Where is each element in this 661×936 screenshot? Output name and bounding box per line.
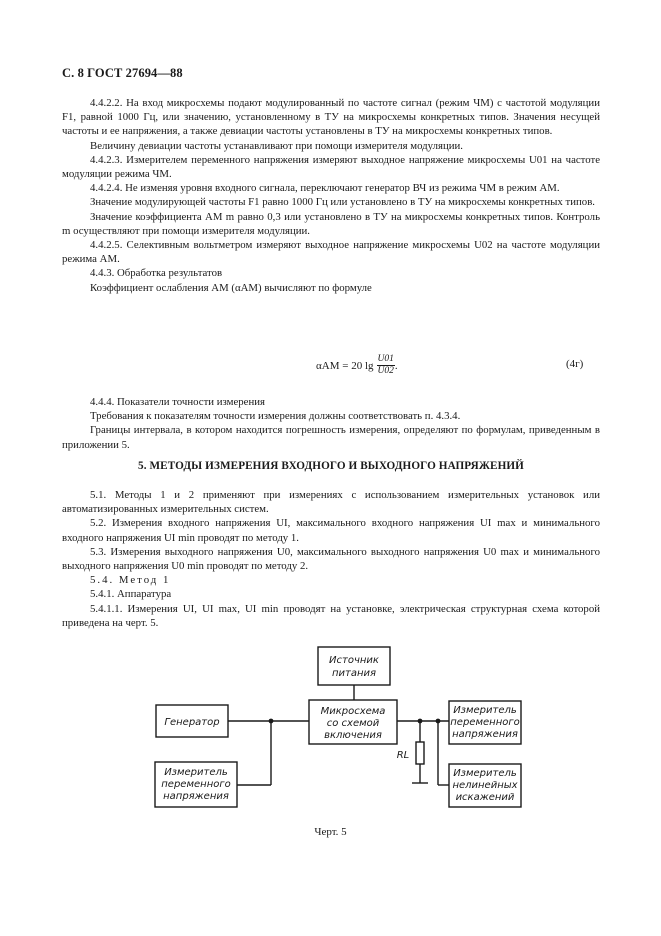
paragraph: Границы интервала, в котором находится погрешность измерения, определяют по формулам, приведенным в приложении 5. bbox=[62, 424, 600, 451]
figure-caption: Черт. 5 bbox=[314, 826, 347, 838]
equation-number: (4г) bbox=[566, 358, 584, 370]
meter-in-label: напряжения bbox=[163, 791, 229, 802]
paragraph: Величину девиации частоты устанавливают при помощи измерителя модуляции. bbox=[90, 139, 463, 152]
power-source-label: питания bbox=[331, 668, 377, 679]
load-resistor bbox=[416, 742, 424, 764]
power-source-label: Источник bbox=[329, 655, 379, 666]
formula-denominator: U02 bbox=[377, 366, 394, 376]
load-label: RL bbox=[396, 750, 410, 761]
chip-label: включения bbox=[324, 730, 382, 741]
formula-tail: . bbox=[394, 359, 398, 372]
distortion-label: Измеритель bbox=[453, 768, 517, 779]
paragraph: Коэффициент ослабления АМ (αАМ) вычисляют по формуле bbox=[90, 281, 372, 294]
meter-in-label: Измеритель bbox=[164, 767, 228, 778]
distortion-label: искажений bbox=[455, 792, 515, 803]
subheading: 4.4.4. Показатели точности измерения bbox=[90, 396, 266, 408]
generator-label: Генератор bbox=[164, 717, 220, 728]
formula-lhs: αАМ = 20 lg bbox=[316, 359, 374, 372]
method-heading: 5.4. Метод 1 bbox=[90, 574, 171, 587]
paragraph: 4.4.2.3. Измерителем переменного напряжения измеряют выходное напряжение микросхемы U01 на частоте модуляции режима ЧМ. bbox=[62, 153, 600, 181]
paragraph: 5.1. Методы 1 и 2 применяют при измерениях с использованием измерительных установок или автоматизированных измерительных систем. bbox=[62, 489, 600, 516]
paragraph: 5.4.1.1. Измерения UI, UI max, UI min проводят на установке, электрическая структурная схема которой приведена на черт. 5. bbox=[62, 602, 600, 629]
chip-label: со схемой bbox=[326, 718, 380, 729]
paragraph: 4.4.2.4. Не изменяя уровня входного сигнала, переключают генератор ВЧ из режима ЧМ в режим АМ. bbox=[90, 182, 560, 195]
chip-label: Микросхема bbox=[320, 706, 386, 717]
power-source-box bbox=[318, 647, 390, 685]
formula-numerator: U01 bbox=[377, 354, 394, 364]
subheading: 5.4.1. Аппаратура bbox=[90, 588, 172, 601]
meter-out-label: Измеритель bbox=[453, 705, 517, 716]
meter-out-label: переменного bbox=[450, 717, 520, 728]
section-title: 5. МЕТОДЫ ИЗМЕРЕНИЯ ВХОДНОГО И ВЫХОДНОГО НАПРЯЖЕНИЙ bbox=[138, 460, 524, 472]
subheading: 4.4.3. Обработка результатов bbox=[90, 267, 223, 280]
distortion-label: нелинейных bbox=[452, 780, 518, 791]
paragraph: 5.3. Измерения выходного напряжения U0, максимального выходного напряжения U0 max и минимального выходного напряжения U0 min проводят по методу 2. bbox=[62, 545, 600, 573]
paragraph: Значение коэффициента АМ m равно 0,3 или установлено в ТУ на микросхемы конкретных типов. Контроль m осуществляют при помощи измерителя модуляции. bbox=[62, 210, 600, 237]
meter-in-label: переменного bbox=[161, 779, 231, 790]
paragraph: Значение модулирующей частоты F1 равно 1000 Гц или установлено в ТУ на микросхемы конкретных типов. bbox=[90, 196, 595, 209]
page-header: С. 8 ГОСТ 27694—88 bbox=[62, 66, 183, 80]
paragraph: 4.4.2.2. На вход микросхемы подают модулированный по частоте сигнал (режим ЧМ) с частотой модуляции F1, равной 1000 Гц, или значению, установленному в ТУ на микросхемы конкретных типов. Значения несущей частоты и ее напряжения, а также девиации частоты установлены в ТУ на микросхемы конкретных типов. bbox=[62, 97, 600, 138]
paragraph: 5.2. Измерения входного напряжения UI, максимального входного напряжения UI max и минимального входного напряжения UI min проводят по методу 1. bbox=[62, 517, 600, 544]
paragraph: Требования к показателям точности измерения должны соответствовать п. 4.3.4. bbox=[90, 410, 461, 423]
meter-out-label: напряжения bbox=[452, 729, 518, 740]
paragraph: 4.4.2.5. Селективным вольтметром измеряют выходное напряжение микросхемы U02 на частоте модуляции режима АМ. bbox=[62, 239, 600, 266]
